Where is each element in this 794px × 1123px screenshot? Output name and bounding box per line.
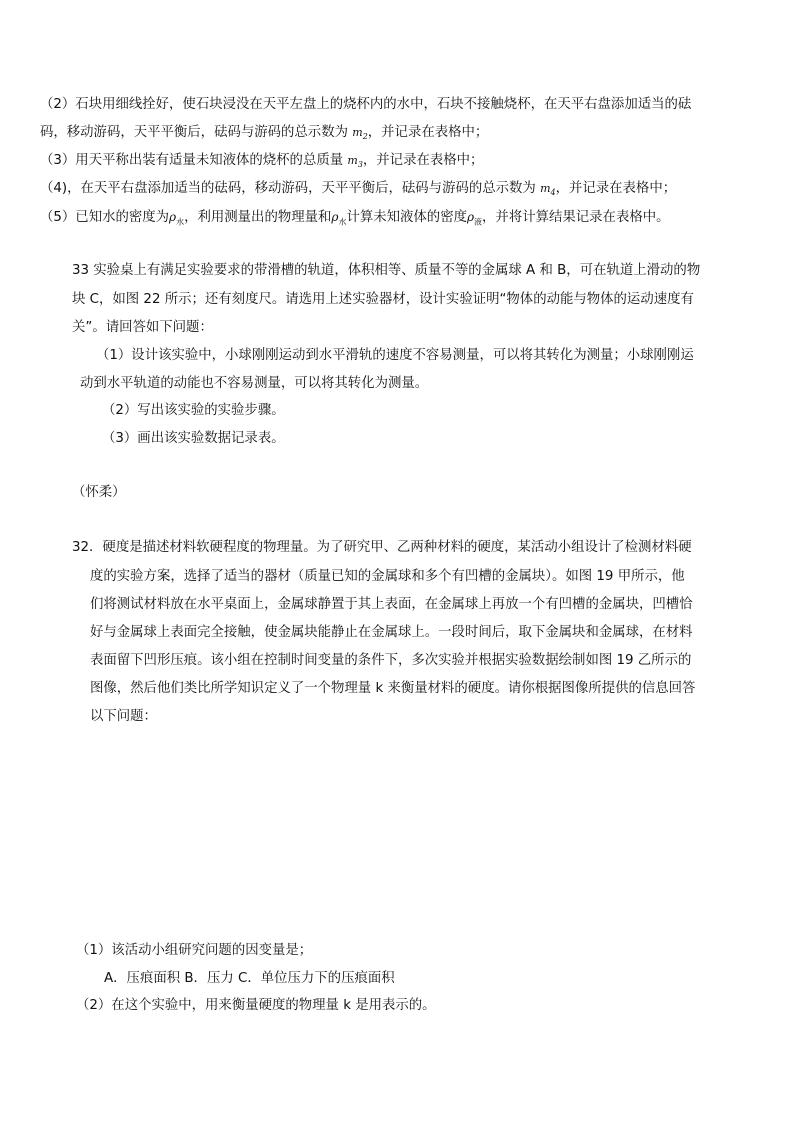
step5-line: （5）已知水的密度为$\rho_水$，利用测量出的物理量和$\rho_水$计算未知液体的密度$\rho_液$，并将计算结果记录在表格中。 xyxy=(40,210,670,227)
step4-line: （4)，在天平右盘添加适当的砝码，移动游码，天平平衡后，砝码与游码的总示数为 $m_4$，并记录在表格中； xyxy=(40,181,677,198)
m2-symbol: $m_2$ xyxy=(352,126,368,142)
rho-water-symbol-2: $\rho_水$ xyxy=(331,210,347,227)
region-label: （怀柔） xyxy=(72,485,126,500)
step2-line2: 码，移动游码，天平平衡后，砝码与游码的总示数为 $m_2$，并记录在表格中； xyxy=(40,125,489,142)
q32-line4: 好与金属球上表面完全接触，使金属块能静止在金属球上。一段时间后，取下金属块和金属球，在材料 xyxy=(90,625,693,640)
q33-sub1-line2: 动到水平轨道的动能也不容易测量，可以将其转化为测量。 xyxy=(80,376,429,391)
m3-symbol: $m_3$ xyxy=(347,154,363,170)
q32-line2: 度的实验方案，选择了适当的器材（质量已知的金属球和多个有凹槽的金属块）。如图 19 甲所示，他 xyxy=(90,569,685,584)
rho-liquid-symbol: $\rho_液$ xyxy=(466,210,483,227)
q32-sub1: （1）该活动小组研究问题的因变量是； xyxy=(76,943,313,958)
q33-line2: 块 C，如图 22 所示；还有刻度尺。请选用上述实验器材，设计实验证明“物体的动能与物体的运动速度有 xyxy=(72,292,694,307)
q33-sub1-line1: （1）设计该实验中，小球刚刚运动到水平滑轨的速度不容易测量，可以将其转化为测量；小球刚刚运 xyxy=(96,348,694,363)
m4-symbol: $m_4$ xyxy=(540,182,556,198)
q32-options: A．压痕面积 B．压力 C．单位压力下的压痕面积 xyxy=(104,971,395,986)
step2-line1: （2）石块用细线拴好，使石块浸没在天平左盘上的烧杯内的水中，石块不接触烧杯，在天平右盘添加适当的砝 xyxy=(40,97,692,112)
q33-line3: 关”。请回答如下问题： xyxy=(72,320,213,335)
q32-line3: 们将测试材料放在水平桌面上，金属球静置于其上表面，在金属球上再放一个有凹槽的金属块，凹槽恰 xyxy=(90,597,693,612)
q33-line1: 33 实验桌上有满足实验要求的带滑槽的轨道，体积相等、质量不等的金属球 A 和 B，可在轨道上滑动的物 xyxy=(72,263,701,278)
step3-line: （3）用天平称出装有适量未知液体的烧杯的总质量 $m_3$，并记录在表格中； xyxy=(40,153,484,170)
rho-water-symbol: $\rho_水$ xyxy=(169,210,185,227)
q33-sub2: （2）写出该实验的实验步骤。 xyxy=(102,403,285,418)
q32-sub2: （2）在这个实验中，用来衡量硬度的物理量 k 是用表示的。 xyxy=(76,998,436,1013)
q32-line7: 以下问题： xyxy=(90,709,157,724)
q32-line6: 图像，然后他们类比所学知识定义了一个物理量 k 来衡量材料的硬度。请你根据图像所提供的信息回答 xyxy=(90,681,696,696)
q32-line1: 32．硬度是描述材料软硬程度的物理量。为了研究甲、乙两种材料的硬度，某活动小组设计了检测材料硬 xyxy=(72,540,692,555)
q33-sub3: （3）画出该实验数据记录表。 xyxy=(102,431,285,446)
q32-line5: 表面留下凹形压痕。该小组在控制时间变量的条件下，多次实验并根据实验数据绘制如图 19 乙所示的 xyxy=(90,653,692,668)
